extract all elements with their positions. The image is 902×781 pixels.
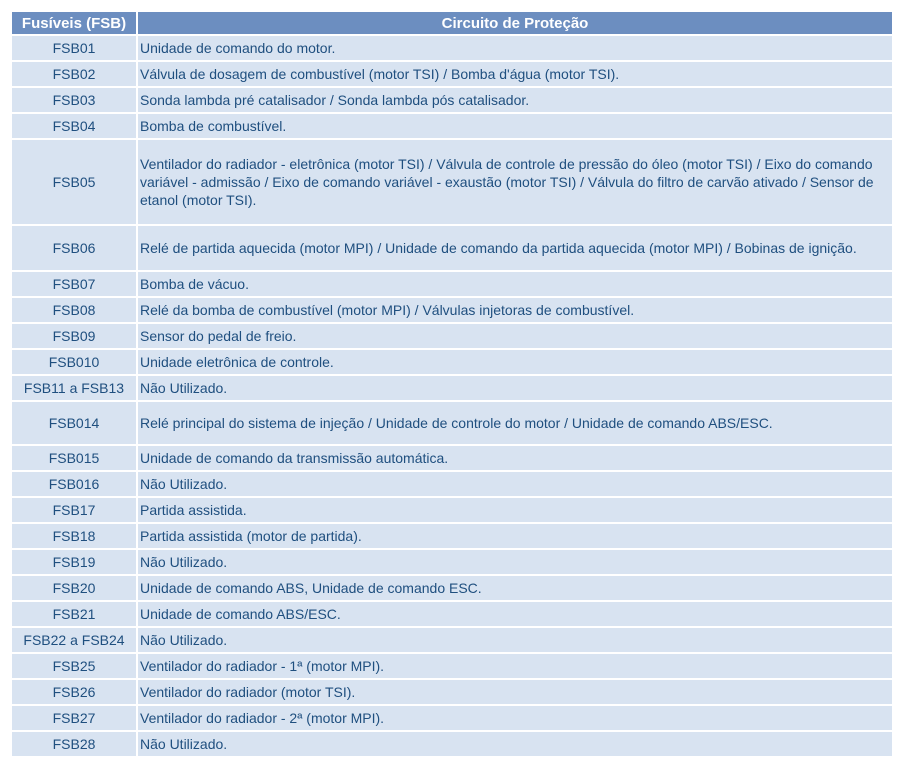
fuse-code: FSB016 [12,472,136,496]
circuit-description: Relé principal do sistema de injeção / Unidade de controle do motor / Unidade de comando ABS/ESC. [138,402,892,444]
table-row [12,576,892,600]
circuit-description: Ventilador do radiador - 2ª (motor MPI). [138,706,892,730]
fuse-code: FSB010 [12,350,136,374]
fuse-code: FSB21 [12,602,136,626]
circuit-description: Não Utilizado. [138,376,892,400]
fuse-code: FSB19 [12,550,136,574]
table-row [12,446,892,470]
circuit-description: Não Utilizado. [138,628,892,652]
table-row [12,524,892,548]
circuit-description: Bomba de vácuo. [138,272,892,296]
fuse-code: FSB01 [12,36,136,60]
fuse-code: FSB014 [12,402,136,444]
circuit-description: Não Utilizado. [138,472,892,496]
fuse-code: FSB06 [12,226,136,270]
table-row [12,550,892,574]
circuit-description: Bomba de combustível. [138,114,892,138]
circuit-description: Relé da bomba de combustível (motor MPI) / Válvulas injetoras de combustível. [138,298,892,322]
fuse-code: FSB05 [12,140,136,224]
fuse-code: FSB18 [12,524,136,548]
circuit-description: Sonda lambda pré catalisador / Sonda lambda pós catalisador. [138,88,892,112]
fuse-code: FSB07 [12,272,136,296]
table-row [12,298,892,322]
table-row [12,654,892,678]
table-row [12,376,892,400]
table-row [12,140,892,224]
table-row [12,706,892,730]
circuit-description: Partida assistida (motor de partida). [138,524,892,548]
table-row [12,472,892,496]
fuse-code: FSB28 [12,732,136,756]
table-row [12,732,892,756]
table-row [12,36,892,60]
fuse-code: FSB08 [12,298,136,322]
table-row [12,226,892,270]
table-row [12,114,892,138]
fuse-code: FSB20 [12,576,136,600]
circuit-description: Sensor do pedal de freio. [138,324,892,348]
circuit-description: Unidade de comando do motor. [138,36,892,60]
table-row [12,602,892,626]
fuse-code: FSB26 [12,680,136,704]
fuse-code: FSB11 a FSB13 [12,376,136,400]
fuse-code: FSB015 [12,446,136,470]
circuit-description: Não Utilizado. [138,550,892,574]
fuse-code: FSB17 [12,498,136,522]
circuit-description: Unidade de comando ABS, Unidade de comando ESC. [138,576,892,600]
circuit-description: Partida assistida. [138,498,892,522]
table-header-row [12,12,892,34]
table-row [12,350,892,374]
circuit-description: Unidade de comando da transmissão automática. [138,446,892,470]
header-fuses: Fusíveis (FSB) [12,12,136,34]
circuit-description: Relé de partida aquecida (motor MPI) / Unidade de comando da partida aquecida (motor MPI) / Bobinas de ignição. [138,226,892,270]
table-row [12,628,892,652]
table-row [12,324,892,348]
table-row [12,498,892,522]
table-row [12,62,892,86]
table-row [12,680,892,704]
table-row [12,402,892,444]
fuse-code: FSB22 a FSB24 [12,628,136,652]
circuit-description: Válvula de dosagem de combustível (motor TSI) / Bomba d'água (motor TSI). [138,62,892,86]
circuit-description: Ventilador do radiador - 1ª (motor MPI). [138,654,892,678]
fuse-table [10,10,894,758]
circuit-description: Ventilador do radiador - eletrônica (motor TSI) / Válvula de controle de pressão do óleo (motor TSI) / Eixo do comando variável - admissão / Eixo de comando variável - exaustão (motor TSI) / Válvula do filtro de carvão ativado / Sensor de etanol (motor TSI). [138,140,892,224]
table-row [12,88,892,112]
fuse-code: FSB04 [12,114,136,138]
circuit-description: Unidade de comando ABS/ESC. [138,602,892,626]
fuse-code: FSB27 [12,706,136,730]
fuse-code: FSB02 [12,62,136,86]
fuse-code: FSB09 [12,324,136,348]
circuit-description: Não Utilizado. [138,732,892,756]
circuit-description: Unidade eletrônica de controle. [138,350,892,374]
circuit-description: Ventilador do radiador (motor TSI). [138,680,892,704]
fuse-table-container [10,10,894,758]
header-circuit: Circuito de Proteção [138,12,892,34]
fuse-code: FSB03 [12,88,136,112]
table-row [12,272,892,296]
fuse-code: FSB25 [12,654,136,678]
